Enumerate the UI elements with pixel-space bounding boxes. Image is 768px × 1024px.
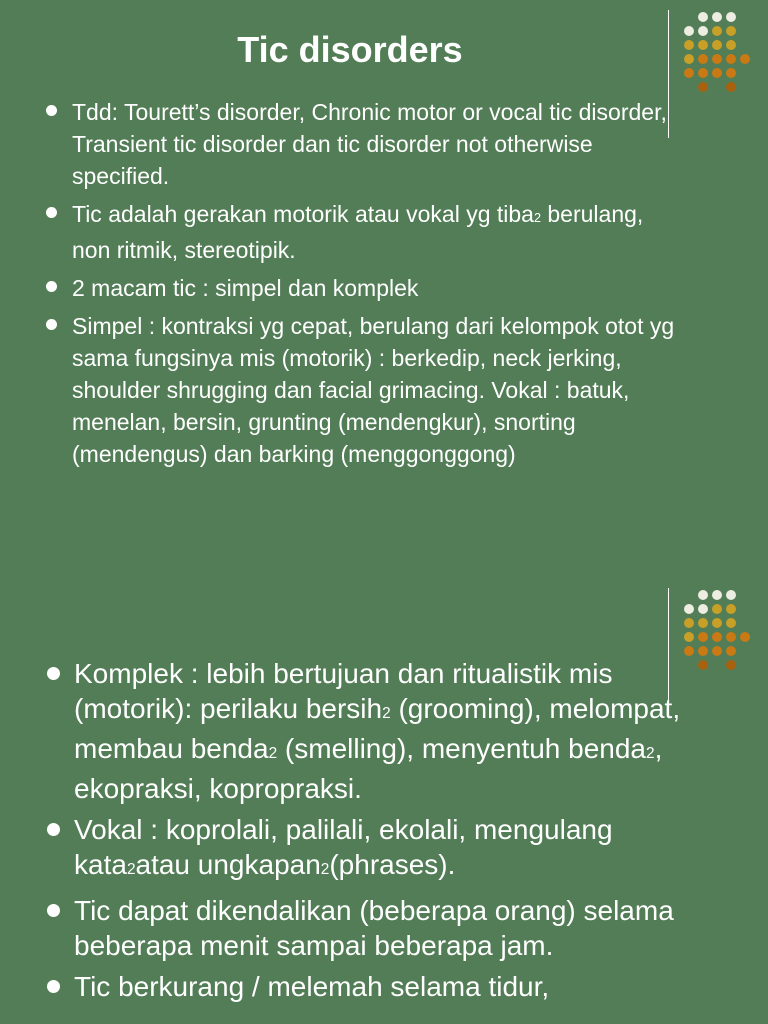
decor-dot bbox=[726, 12, 736, 22]
decor-dot bbox=[698, 632, 708, 642]
slide-2 bbox=[0, 576, 768, 1024]
decor-dot bbox=[726, 40, 736, 50]
bullet-dot-icon bbox=[46, 105, 57, 116]
decor-dot bbox=[698, 604, 708, 614]
decor-dot bbox=[698, 12, 708, 22]
decor-dot bbox=[726, 82, 736, 92]
list-item bbox=[74, 969, 714, 1004]
decor-dot bbox=[726, 68, 736, 78]
decor-dot bbox=[684, 646, 694, 656]
decor-dot bbox=[726, 54, 736, 64]
decor-dot bbox=[698, 646, 708, 656]
decor-dot bbox=[712, 12, 722, 22]
decor-dot bbox=[726, 632, 736, 642]
decor-dot bbox=[684, 618, 694, 628]
decor-dot bbox=[712, 26, 722, 36]
decor-dot bbox=[726, 590, 736, 600]
decor-dot bbox=[740, 632, 750, 642]
decor-dot bbox=[726, 618, 736, 628]
bullet-text: 2 macam tic : simpel dan komplek bbox=[72, 275, 419, 301]
decor-dot bbox=[726, 604, 736, 614]
list-item bbox=[72, 96, 682, 192]
bullet-dot-icon bbox=[46, 281, 57, 292]
list-item bbox=[72, 310, 682, 470]
superscript-marker: 2 bbox=[533, 211, 541, 225]
bullet-text: Tic berkurang / melemah selama tidur, bbox=[74, 971, 550, 1002]
decor-dot bbox=[726, 660, 736, 670]
superscript-marker: 2 bbox=[320, 861, 330, 878]
superscript-marker: 2 bbox=[646, 745, 655, 762]
decor-dot bbox=[712, 68, 722, 78]
bullet-text: Vokal : koprolali, palilali, ekolali, mengulang kata bbox=[74, 814, 613, 880]
decor-dot bbox=[740, 54, 750, 64]
bullet-dot-icon bbox=[47, 904, 60, 917]
superscript-marker: 2 bbox=[382, 705, 391, 722]
bullet-list bbox=[72, 96, 682, 476]
list-item bbox=[74, 812, 714, 887]
bullet-text: berulang, non ritmik, stereotipik. bbox=[72, 201, 644, 263]
list-item bbox=[74, 893, 714, 963]
decor-dot bbox=[684, 604, 694, 614]
bullet-text: Simpel : kontraksi yg cepat, berulang dari kelompok otot yg sama fungsinya mis (motorik) : berkedip, neck jerking, shoulder shrugging dan facial grimacing. Vokal : batuk, menelan, bersin, grunting (mendengkur), snorting (mendengus) dan barking (menggonggong) bbox=[72, 313, 675, 467]
bullet-dot-icon bbox=[46, 207, 57, 218]
decor-dot bbox=[712, 54, 722, 64]
decor-dot bbox=[698, 82, 708, 92]
decor-dot bbox=[684, 632, 694, 642]
bullet-text: (smelling), menyentuh benda bbox=[277, 733, 647, 764]
bullet-dot-icon bbox=[46, 319, 57, 330]
decor-dot bbox=[698, 590, 708, 600]
list-item bbox=[72, 198, 682, 266]
decor-dot bbox=[712, 590, 722, 600]
decor-dot bbox=[712, 632, 722, 642]
superscript-marker: 2 bbox=[126, 861, 136, 878]
bullet-dot-icon bbox=[47, 980, 60, 993]
bullet-dot-icon bbox=[47, 667, 60, 680]
decor-dot bbox=[712, 646, 722, 656]
decor-dot bbox=[712, 618, 722, 628]
bullet-text: (grooming), melompat, membau benda bbox=[74, 693, 681, 764]
decor-dot bbox=[712, 604, 722, 614]
bullet-text: Tic dapat dikendalikan (beberapa orang) selama beberapa menit sampai beberapa jam. bbox=[74, 895, 674, 961]
list-item bbox=[74, 656, 714, 806]
bullet-text: Tic adalah gerakan motorik atau vokal yg tiba bbox=[72, 201, 534, 227]
bullet-dot-icon bbox=[47, 823, 60, 836]
decor-dot bbox=[712, 40, 722, 50]
bullet-list bbox=[74, 656, 714, 1010]
bullet-text: , ekopraksi, kopropraksi. bbox=[74, 733, 663, 804]
superscript-marker: 2 bbox=[268, 745, 278, 762]
bullet-text: atau ungkapan bbox=[135, 849, 321, 880]
bullet-text: (phrases). bbox=[329, 849, 456, 880]
decor-dot bbox=[698, 618, 708, 628]
bullet-text: Tdd: Tourett’s disorder, Chronic motor or vocal tic disorder, Transient tic disorder dan tic disorder not otherwise specified. bbox=[72, 99, 667, 189]
list-item bbox=[72, 272, 682, 304]
bullet-text: Komplek : lebih bertujuan dan ritualistik mis (motorik): perilaku bersih bbox=[74, 658, 613, 724]
page-title: Tic disorders bbox=[237, 29, 463, 70]
decor-dot bbox=[726, 646, 736, 656]
decor-dot bbox=[726, 26, 736, 36]
